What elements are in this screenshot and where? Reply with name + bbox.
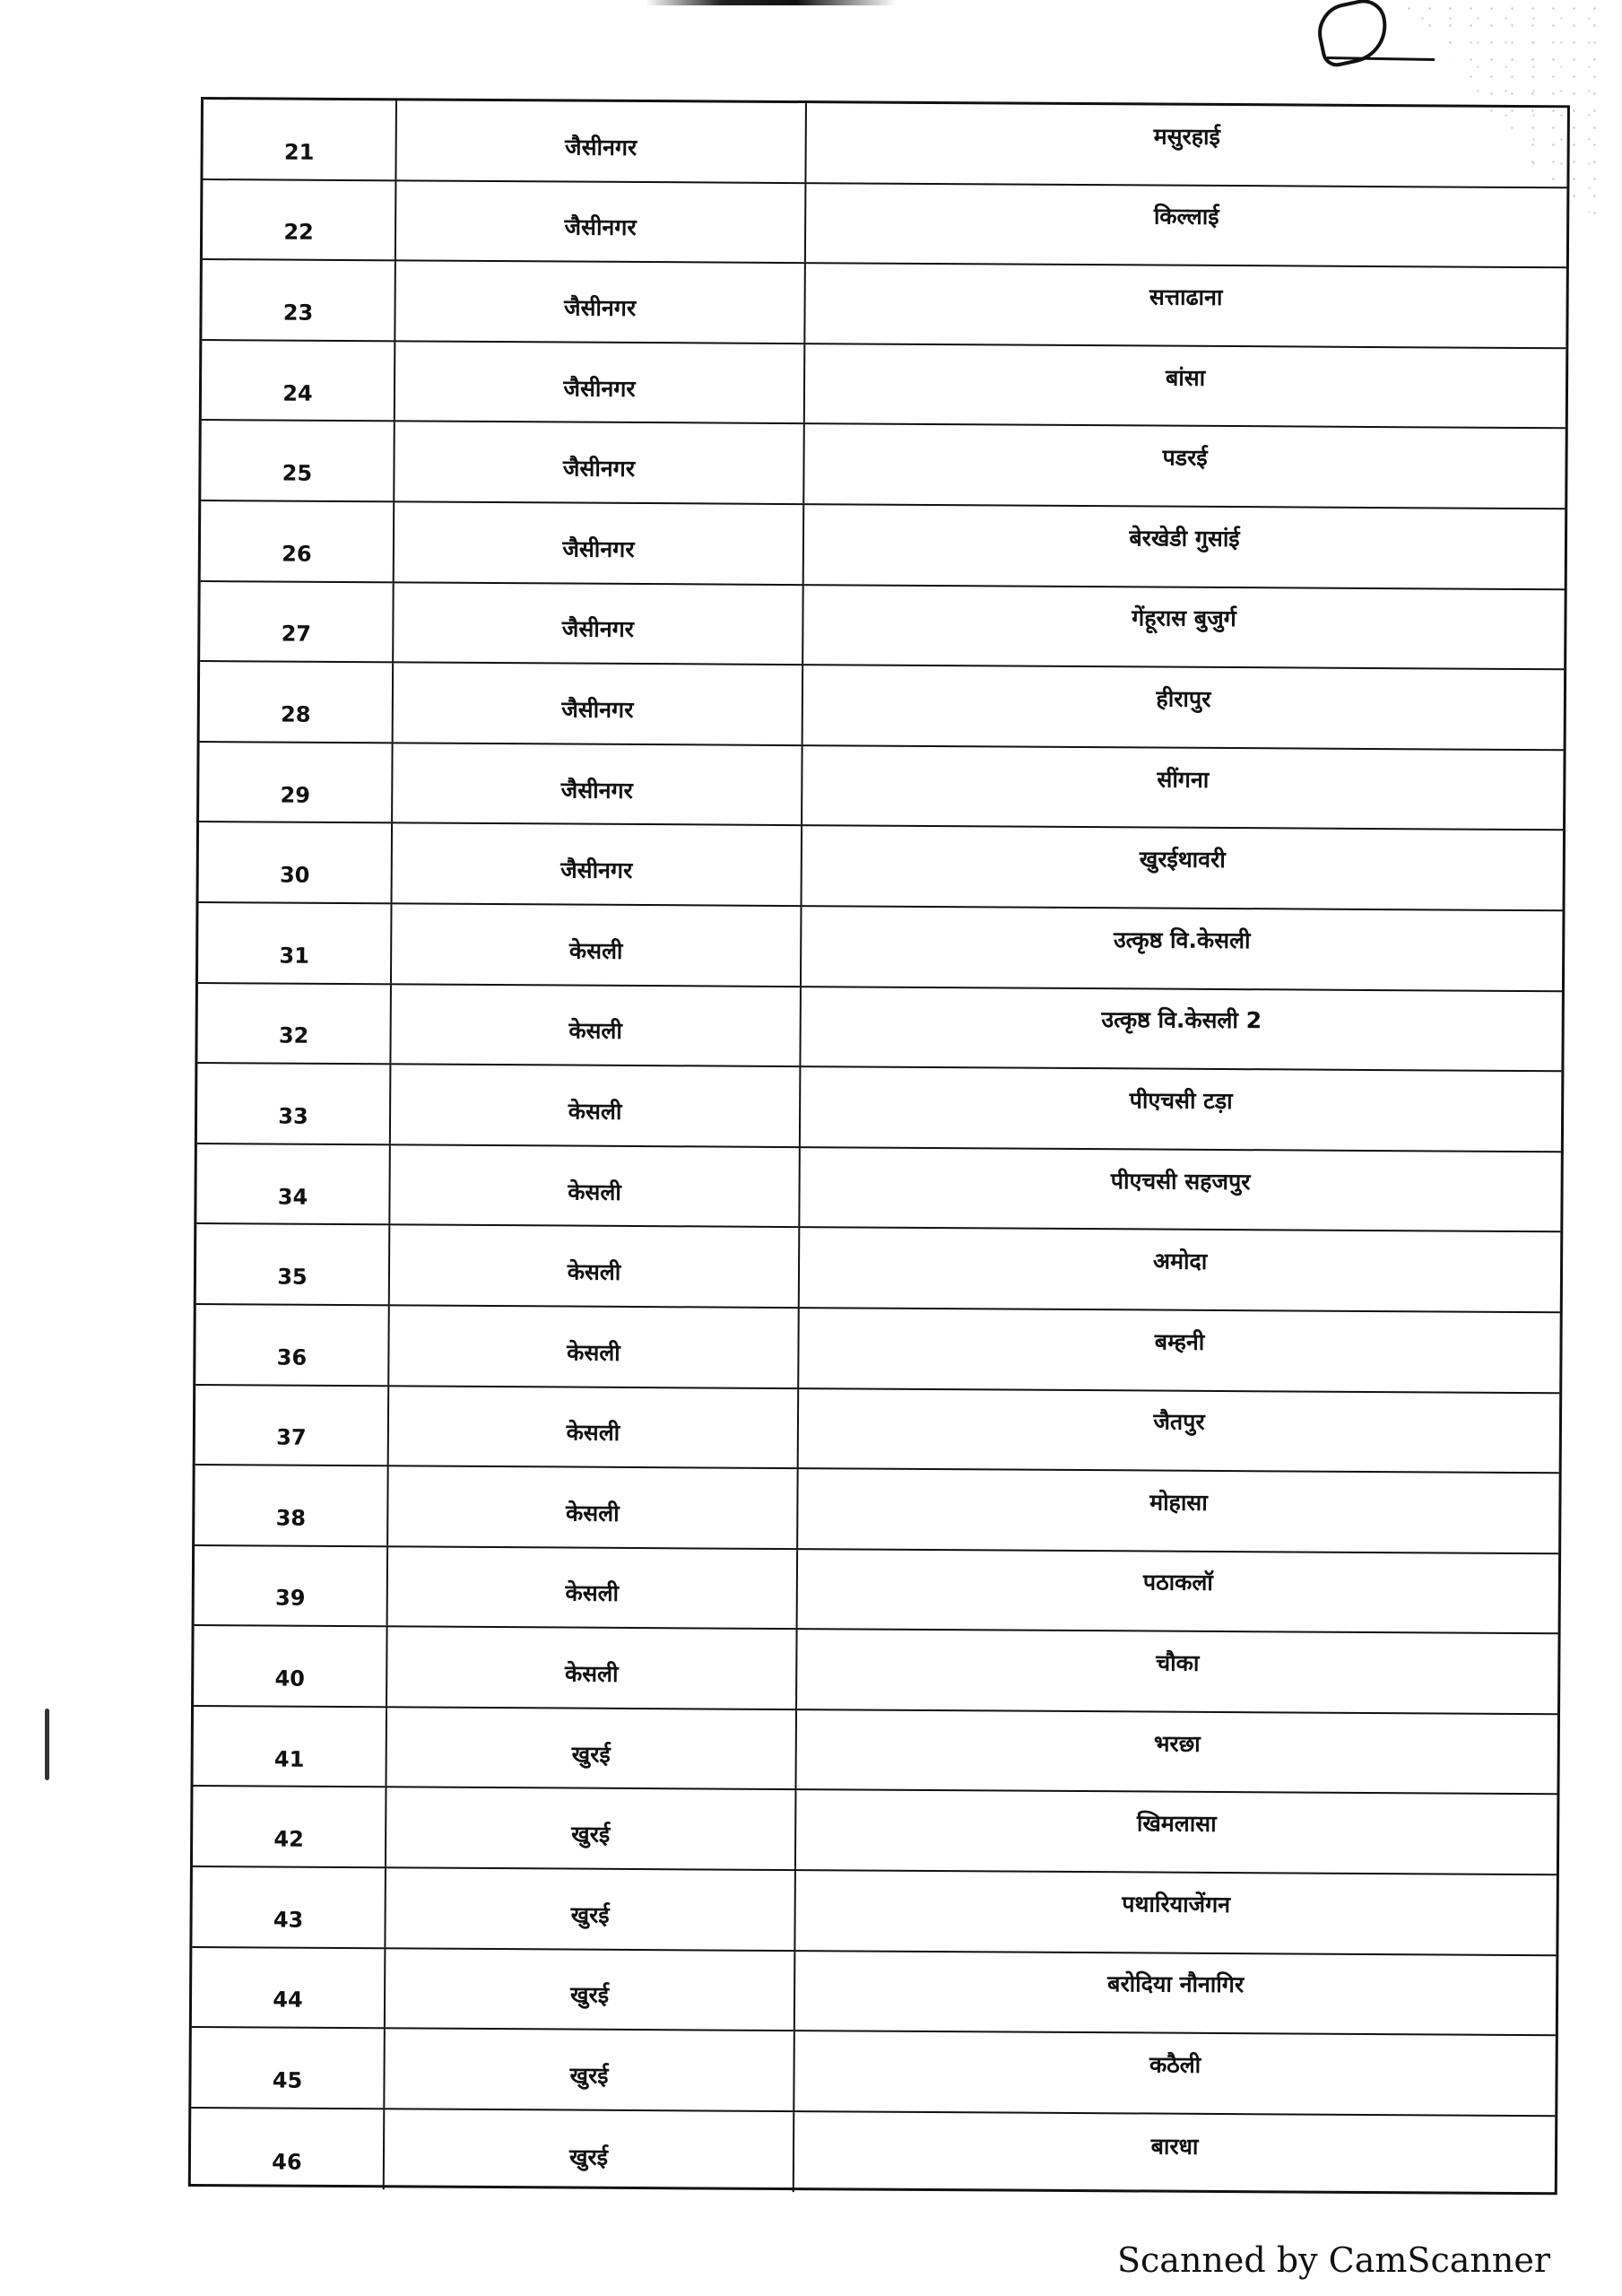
location-name-cell: उत्कृष्ठ वि.केसली 2 xyxy=(1101,1006,1262,1034)
serial-number-cell: 30 xyxy=(199,822,394,902)
serial-number-cell: 28 xyxy=(200,662,395,742)
serial-number-cell: 22 xyxy=(203,180,397,260)
location-name-cell: कठैली xyxy=(1149,2051,1201,2078)
block-name-cell: केसली xyxy=(390,1145,801,1226)
table-row xyxy=(202,341,1566,430)
location-name-cell: बारधा xyxy=(1150,2133,1199,2160)
table-row xyxy=(197,984,1562,1073)
serial-number-cell: 24 xyxy=(202,341,396,421)
location-name-cell: मोहासा xyxy=(1149,1489,1208,1516)
location-name-cell: बेरखेडी गुसांई xyxy=(1129,525,1240,552)
table-row xyxy=(191,2109,1556,2197)
block-name-cell: खुरई xyxy=(385,2109,795,2192)
serial-number-cell: 42 xyxy=(193,1787,387,1866)
block-name-cell: जैसीनगर xyxy=(395,502,805,583)
table-row xyxy=(195,1305,1560,1394)
serial-number-cell: 38 xyxy=(195,1465,389,1545)
serial-number-cell: 37 xyxy=(195,1385,390,1465)
table-row xyxy=(196,1144,1561,1233)
table-row xyxy=(195,1465,1559,1554)
table-row xyxy=(199,743,1564,831)
serial-number-cell: 41 xyxy=(194,1707,388,1787)
serial-number-cell: 25 xyxy=(201,421,395,500)
block-name-cell: खुरई xyxy=(385,2030,795,2110)
scan-edge-mark xyxy=(646,0,897,5)
location-name-cell: अमोदा xyxy=(1152,1248,1208,1274)
block-name-cell: जैसीनगर xyxy=(395,422,805,503)
block-name-cell: केसली xyxy=(390,1226,801,1307)
serial-number-cell: 43 xyxy=(192,1867,386,1947)
scan-smudge xyxy=(45,1709,49,1780)
block-name-cell: खुरई xyxy=(386,1868,796,1949)
location-name-cell: सत्ताढाना xyxy=(1149,283,1223,310)
serial-number-cell: 39 xyxy=(195,1546,389,1626)
data-table xyxy=(188,97,1570,2195)
location-name-cell: भरछा xyxy=(1153,1730,1201,1757)
table-row xyxy=(196,1224,1561,1313)
location-name-cell: पीएचसी सहजपुर xyxy=(1110,1167,1251,1195)
block-name-cell: केसली xyxy=(387,1628,798,1709)
location-name-cell: बांसा xyxy=(1165,364,1206,391)
location-name-cell: बरोदिया नौनागिर xyxy=(1107,1970,1245,1998)
table-row xyxy=(191,2028,1556,2117)
block-name-cell: खुरई xyxy=(386,1788,797,1869)
block-name-cell: केसली xyxy=(391,1065,802,1145)
block-name-cell: केसली xyxy=(388,1466,799,1547)
location-name-cell: पीएचसी टड़ा xyxy=(1129,1087,1233,1114)
block-name-cell: केसली xyxy=(388,1547,799,1628)
location-name-cell: खुरईथावरी xyxy=(1139,846,1226,874)
location-name-cell: चौका xyxy=(1156,1649,1200,1676)
serial-number-cell: 29 xyxy=(199,743,394,822)
location-name-cell: बम्हनी xyxy=(1154,1328,1205,1355)
location-name-cell: खिमलासा xyxy=(1136,1810,1217,1838)
block-name-cell: जैसीनगर xyxy=(393,824,803,905)
block-name-cell: जैसीनगर xyxy=(396,181,807,262)
table-row xyxy=(193,1787,1557,1875)
table-row xyxy=(198,903,1563,992)
block-name-cell: खुरई xyxy=(386,1949,796,2030)
block-name-cell: केसली xyxy=(389,1387,800,1467)
block-name-cell: केसली xyxy=(391,985,802,1065)
serial-number-cell: 34 xyxy=(196,1144,391,1224)
scanner-watermark: Scanned by CamScanner xyxy=(1116,2240,1550,2280)
location-name-cell: मसुरहाई xyxy=(1153,123,1220,150)
serial-number-cell: 46 xyxy=(191,2109,386,2190)
table-row xyxy=(202,260,1566,349)
block-name-cell: जैसीनगर xyxy=(396,100,807,181)
serial-number-cell: 27 xyxy=(200,582,395,662)
block-name-cell: केसली xyxy=(389,1306,800,1387)
table-row xyxy=(192,1948,1557,2037)
serial-number-cell: 44 xyxy=(192,1948,386,2028)
block-name-cell: जैसीनगर xyxy=(395,262,806,343)
serial-number-cell: 26 xyxy=(201,501,395,581)
table-row xyxy=(193,1707,1557,1796)
serial-number-cell: 33 xyxy=(197,1064,392,1144)
table-row xyxy=(203,100,1567,188)
block-name-cell: खुरई xyxy=(386,1708,797,1788)
table-row xyxy=(192,1867,1557,1956)
block-name-cell: जैसीनगर xyxy=(394,583,804,664)
table-row xyxy=(200,662,1565,751)
location-name-cell: किल्लाई xyxy=(1153,203,1219,230)
table-row xyxy=(194,1626,1558,1715)
location-name-cell: गेंहूरास बुजुर्ग xyxy=(1132,604,1236,632)
table-row xyxy=(200,582,1565,671)
table-row xyxy=(195,1546,1559,1635)
location-name-cell: उत्कृष्ठ वि.केसली xyxy=(1113,926,1251,953)
serial-number-cell: 35 xyxy=(196,1224,391,1304)
table-row xyxy=(195,1385,1560,1474)
location-name-cell: पथारियाजेंगन xyxy=(1122,1891,1231,1918)
location-name-cell: हीरापुर xyxy=(1156,685,1211,712)
location-name-cell: पडरई xyxy=(1162,444,1208,472)
serial-number-cell: 21 xyxy=(203,100,397,179)
table-row xyxy=(203,180,1567,269)
serial-number-cell: 23 xyxy=(202,260,396,340)
location-name-cell: जैतपुर xyxy=(1153,1408,1205,1436)
block-name-cell: जैसीनगर xyxy=(395,342,806,422)
block-name-cell: जैसीनगर xyxy=(393,744,803,824)
table-row xyxy=(201,501,1566,590)
serial-number-cell: 31 xyxy=(198,903,393,983)
serial-number-cell: 40 xyxy=(194,1626,388,1706)
location-name-cell: पठाकलॉ xyxy=(1142,1569,1213,1596)
location-name-cell: सींगना xyxy=(1157,766,1210,793)
block-name-cell: केसली xyxy=(392,904,802,985)
table-row xyxy=(199,822,1564,911)
block-name-cell: जैसीनगर xyxy=(394,663,804,744)
table-row xyxy=(201,421,1566,509)
serial-number-cell: 32 xyxy=(197,984,392,1064)
serial-number-cell: 45 xyxy=(191,2028,386,2108)
serial-number-cell: 36 xyxy=(195,1305,390,1385)
table-row xyxy=(197,1064,1562,1152)
